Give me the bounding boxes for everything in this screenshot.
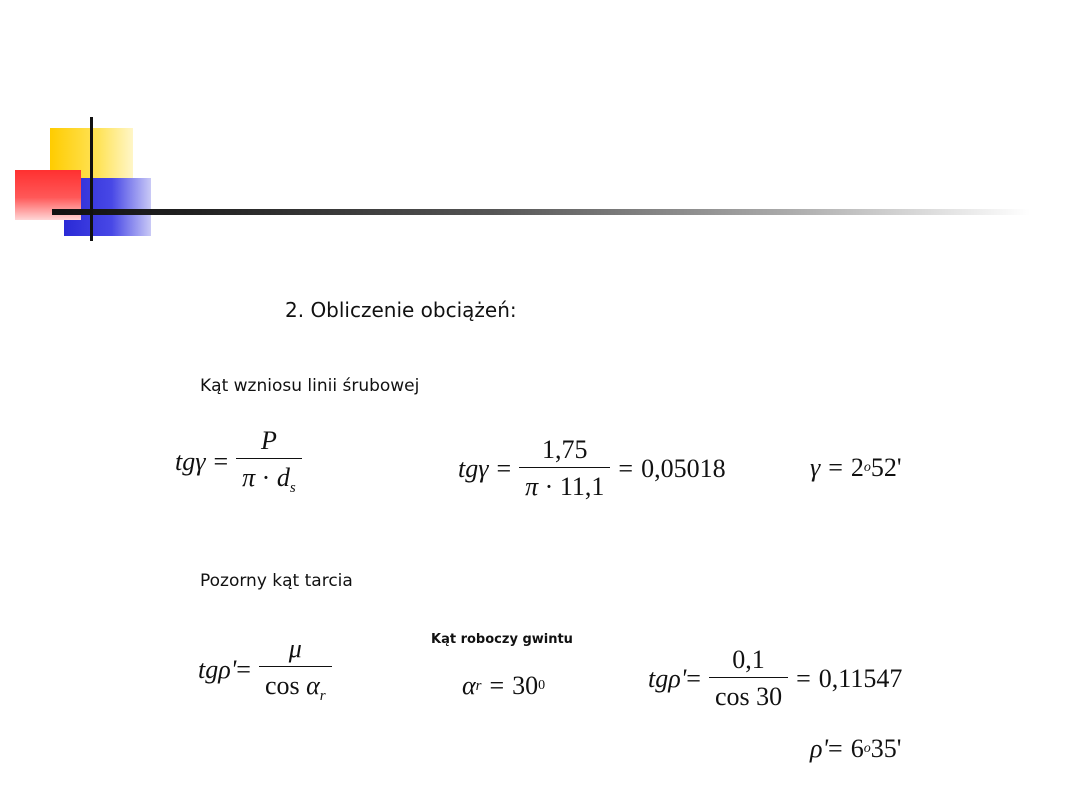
fraction	[236, 428, 302, 496]
formula-gamma-result	[810, 455, 902, 481]
subscript-r: r	[475, 677, 482, 694]
formula-lhs: γ	[810, 453, 821, 482]
formula-lhs: tgγ	[175, 447, 206, 476]
angle-value: 30	[512, 671, 539, 700]
formula-lhs: tgγ	[458, 453, 489, 483]
degrees-value: 6	[850, 734, 864, 763]
fraction-denominator-d: d	[276, 463, 290, 492]
formula-lhs: tgρ'	[198, 655, 237, 684]
degree-symbol: o	[863, 460, 871, 475]
formula-lhs: tgρ'	[648, 663, 687, 693]
formula-rho-result	[810, 736, 901, 762]
section1-label: Kąt wzniosu linii śrubowej	[200, 376, 420, 396]
alpha-symbol: α	[462, 671, 476, 700]
formula-equals: =	[618, 453, 634, 483]
fraction	[519, 437, 610, 500]
formula-result: 0,05018	[641, 453, 726, 483]
formula-equals: =	[236, 655, 251, 684]
title-divider-line	[52, 209, 1030, 215]
formula-alpha-r	[462, 673, 545, 699]
alpha-symbol: α	[306, 671, 320, 700]
fraction-numerator-mu: μ	[288, 634, 302, 663]
degree-superscript: 0	[538, 678, 546, 693]
formula-equals: =	[489, 671, 505, 700]
subscript-r: r	[319, 688, 326, 704]
formula-lhs: ρ'	[810, 734, 829, 763]
cos-function: cos	[264, 671, 300, 700]
formula-equals: =	[213, 447, 229, 476]
formula-tg-gamma	[175, 428, 302, 496]
section2-label: Pozorny kąt tarcia	[200, 571, 353, 591]
section-heading: 2. Obliczenie obciążeń:	[285, 298, 517, 322]
minutes-value: 52'	[870, 453, 902, 482]
minutes-value: 35'	[870, 734, 902, 763]
fraction-denominator: cos 30	[709, 677, 788, 710]
fraction-denominator-value: 11,1	[559, 472, 605, 501]
fraction-numerator: P	[260, 426, 277, 455]
vertical-accent-line	[90, 117, 93, 241]
formula-tg-rho-numeric	[648, 647, 902, 710]
formula-result: 0,11547	[818, 663, 903, 693]
formula-tg-gamma-numeric	[458, 437, 726, 500]
fraction-numerator: 1,75	[542, 435, 588, 464]
formula-equals: =	[496, 453, 512, 483]
fraction	[259, 636, 332, 704]
subscript-s: s	[289, 480, 296, 496]
multiply-dot: ·	[544, 472, 554, 501]
fraction	[709, 647, 788, 710]
formula-equals: =	[828, 734, 843, 763]
formula-tg-rho	[198, 636, 332, 704]
working-angle-label: Kąt roboczy gwintu	[431, 632, 573, 647]
formula-equals: =	[686, 663, 701, 693]
fraction-denominator-pi: π	[525, 472, 539, 501]
formula-equals: =	[828, 453, 843, 482]
fraction-denominator-pi: π	[242, 463, 256, 492]
degrees-value: 2	[850, 453, 864, 482]
degree-symbol: o	[863, 741, 871, 756]
multiply-dot: ·	[261, 463, 271, 492]
formula-equals: =	[796, 663, 811, 693]
fraction-numerator: 0,1	[732, 645, 765, 674]
